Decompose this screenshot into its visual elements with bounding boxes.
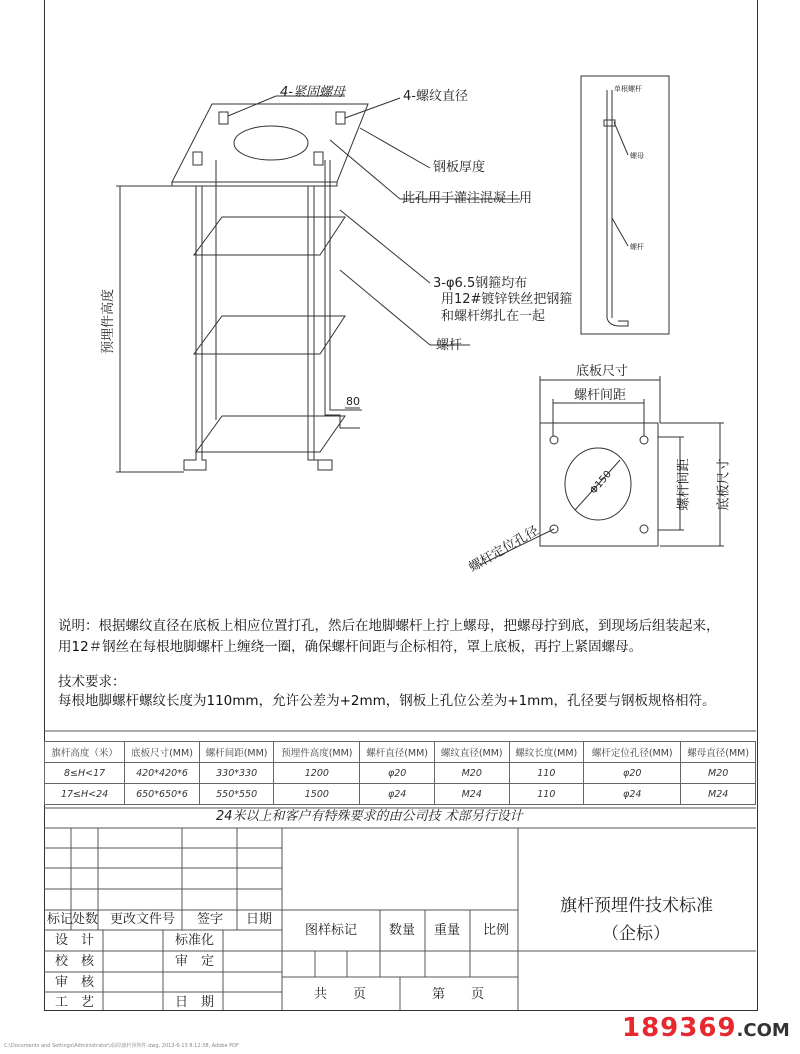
spec-header-cell: 螺母直径(MM)	[681, 742, 756, 763]
rev-header-count: 处数	[72, 912, 99, 927]
drawing-title: 旗杆预埋件技术标准	[560, 896, 713, 916]
spec-header-cell: 螺纹长度(MM)	[509, 742, 584, 763]
sign-review: 审 核	[55, 975, 95, 990]
sign-design: 设 计	[55, 933, 95, 948]
plate-label-spacing-top: 螺杆间距	[574, 388, 627, 403]
table-cell: 110	[509, 763, 584, 784]
note-desc-1: 说明：根据螺纹直径在底板上相应位置打孔，然后在地脚螺杆上拧上螺母，把螺母拧到底，到现场后组装起来，	[58, 618, 720, 634]
table-cell: M24	[681, 784, 756, 805]
base-plate	[172, 104, 368, 182]
plate-label-size-side: 底板尺寸	[716, 458, 732, 511]
table-cell: φ20	[360, 763, 435, 784]
spec-footnote: 24米以上和客户有特殊要求的由公司技 术部另行设计	[216, 809, 523, 824]
spec-table-header	[45, 742, 756, 763]
mid-header-marking: 图样标记	[305, 923, 358, 938]
detail-label-rod: 螺杆	[630, 243, 644, 251]
table-cell: 420*420*6	[125, 763, 200, 784]
sign-check: 校 核	[55, 954, 95, 969]
detail-label-top: 单根螺杆	[614, 85, 642, 93]
table-cell: 8≤H<17	[45, 763, 125, 784]
watermark-suffix: .COM	[736, 1020, 790, 1041]
note-req-title: 技术要求：	[58, 674, 126, 690]
table-cell: M20	[434, 763, 509, 784]
rev-header-doc: 更改文件号	[110, 912, 176, 927]
bolt-hole-4	[640, 525, 648, 533]
table-cell: φ24	[584, 784, 681, 805]
table-cell: 1500	[274, 784, 360, 805]
table-cell: 1200	[274, 763, 360, 784]
table-cell: 110	[509, 784, 584, 805]
sheet-total: 共 页	[314, 987, 367, 1002]
table-cell: M24	[434, 784, 509, 805]
plate-label-spacing-side: 螺杆间距	[676, 458, 692, 511]
plate-label-locating: 螺杆定位孔径	[466, 523, 542, 576]
bolt-hole-1	[550, 436, 558, 444]
nut-2	[336, 112, 345, 124]
label-bend: 80	[346, 395, 360, 408]
sheet-number: 第 页	[432, 987, 485, 1002]
spec-header-cell: 螺杆直径(MM)	[360, 742, 435, 763]
spec-header-cell: 旗杆高度（米）	[45, 742, 125, 763]
label-height: 预埋件高度	[101, 288, 117, 355]
plate-label-hole-dia: Φ150	[588, 468, 614, 497]
spec-header-cell: 螺杆间距(MM)	[199, 742, 274, 763]
site-watermark	[622, 1013, 790, 1043]
label-hole: 此孔用于灌注混凝土用	[402, 191, 533, 206]
table-cell: 330*330	[199, 763, 274, 784]
spec-header-cell: 预埋件高度(MM)	[274, 742, 360, 763]
label-stirrup-3: 和螺杆绑扎在一起	[441, 309, 546, 324]
rod-front-left	[184, 186, 206, 470]
bolt-hole-2	[640, 436, 648, 444]
mid-header-qty: 数量	[389, 923, 416, 938]
label-nut: 4-紧固螺母	[280, 85, 345, 100]
rev-header-date: 日期	[246, 912, 273, 927]
table-cell: 650*650*6	[125, 784, 200, 805]
plate-label-size-top: 底板尺寸	[576, 364, 629, 379]
sign-approve: 审 定	[175, 954, 215, 969]
sign-date: 日 期	[175, 995, 215, 1010]
table-row	[45, 763, 756, 784]
label-stirrup-1: 3-φ6.5钢箍均布	[433, 276, 528, 291]
table-cell: 550*550	[199, 784, 274, 805]
spec-header-cell: 螺纹直径(MM)	[434, 742, 509, 763]
mid-header-scale: 比例	[483, 923, 510, 938]
file-footer: C:\Documents and Settings\Administrator\桌面\旗杆预埋件.dwg, 2013-6-13 8:12:38, Adobe PDF	[4, 1043, 239, 1049]
spec-header-cell: 底板尺寸(MM)	[125, 742, 200, 763]
stirrup-3	[196, 416, 345, 452]
nut-3	[193, 152, 202, 165]
drawing-subtitle: （企标）	[602, 924, 670, 944]
label-rod: 螺杆	[436, 338, 463, 353]
nut-4	[314, 152, 323, 165]
note-desc-2: 用12＃钢丝在每根地脚螺杆上缠绕一圈，确保螺杆间距与企标相符，罩上底板，再拧上紧固螺母。	[58, 639, 643, 655]
table-cell: 17≤H<24	[45, 784, 125, 805]
note-req-1: 每根地脚螺杆螺纹长度为110mm，允许公差为+2mm，钢板上孔位公差为+1mm，孔径要与钢板规格相符。	[58, 693, 716, 709]
table-cell: φ20	[584, 763, 681, 784]
mid-header-weight: 重量	[434, 923, 461, 938]
spec-table	[44, 741, 756, 805]
rod-detail-frame	[581, 76, 669, 334]
spec-header-cell: 螺杆定位孔径(MM)	[584, 742, 681, 763]
label-plate-thickness: 钢板厚度	[433, 160, 486, 175]
table-row	[45, 784, 756, 805]
rev-header-mark: 标记	[47, 912, 74, 927]
stirrup-2	[194, 316, 345, 354]
concrete-hole	[234, 126, 308, 160]
sign-standard: 标准化	[175, 933, 215, 948]
label-stirrup-2: 用12#镀锌铁丝把钢箍	[441, 292, 573, 307]
detail-label-nut: 螺母	[630, 152, 644, 160]
stirrup-1	[194, 217, 345, 255]
nut-1	[219, 112, 228, 124]
label-thread: 4-螺纹直径	[403, 89, 468, 104]
rod-front-right	[308, 186, 332, 470]
base-plate-edge	[172, 182, 337, 186]
rod-back-right-2	[330, 160, 362, 410]
sign-process: 工 艺	[55, 995, 95, 1010]
table-cell: φ24	[360, 784, 435, 805]
table-cell: M20	[681, 763, 756, 784]
rev-header-sign: 签字	[197, 912, 224, 927]
watermark-number: 189369	[622, 1013, 737, 1043]
